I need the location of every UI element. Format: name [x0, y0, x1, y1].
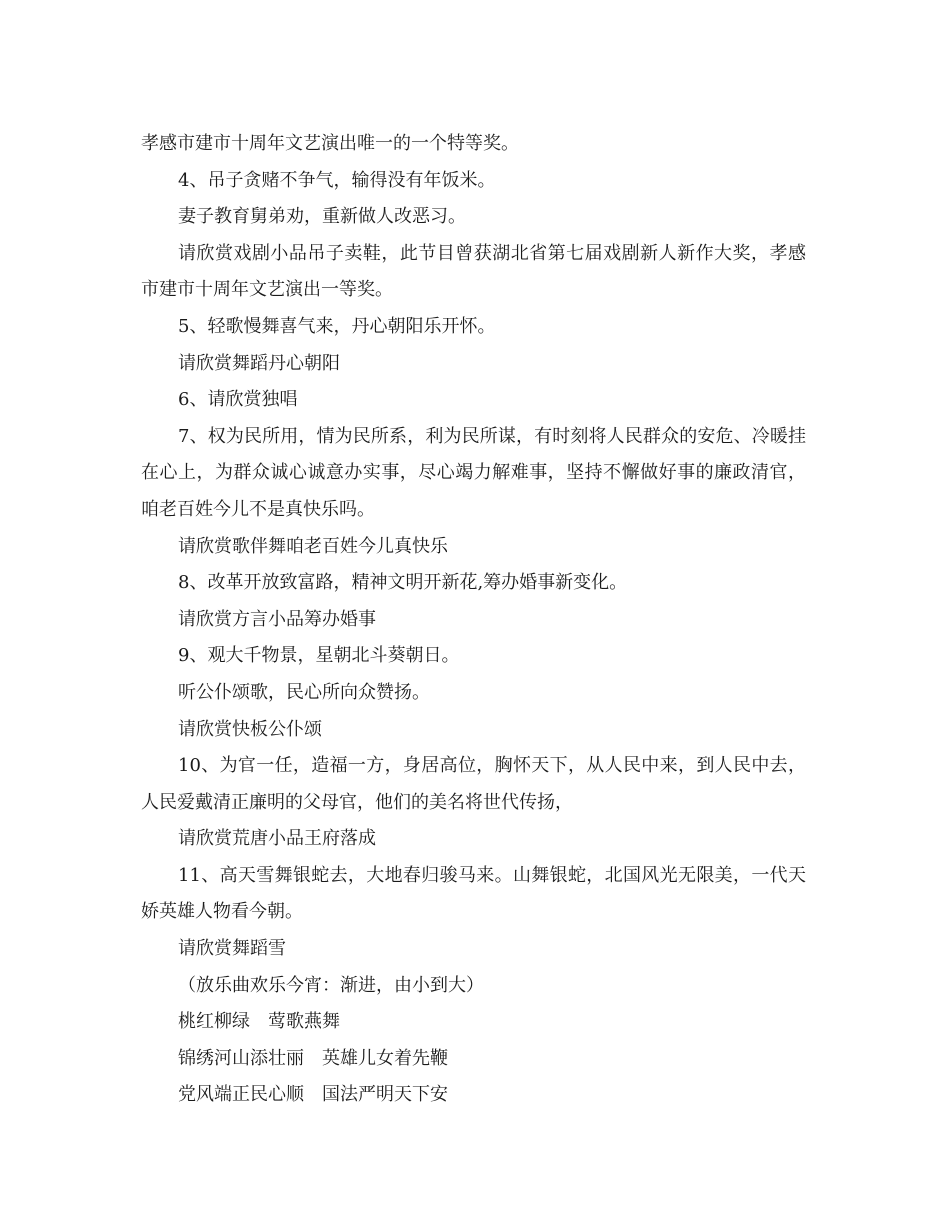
paragraph-item-10: 10、为官一任，造福一方，身居高位，胸怀天下，从人民中来，到人民中去，人民爱戴清正廉明的父母官，他们的美名将世代传扬， [141, 755, 806, 813]
paragraph-program-snow: 请欣赏舞蹈雪 [178, 938, 286, 960]
paragraph-item-4-line2: 妻子教育舅弟劝，重新做人改恶习。 [178, 206, 466, 228]
paragraph-program-kuaiban: 请欣赏快板公仆颂 [178, 718, 322, 740]
paragraph-couplet-3: 党风端正民心顺 国法严明天下安 [178, 1084, 448, 1106]
paragraph-item-4: 4、吊子贪赌不争气，输得没有年饭米。 [178, 169, 496, 191]
paragraph-program-dialect: 请欣赏方言小品筹办婚事 [178, 608, 376, 630]
paragraph-item-6: 6、请欣赏独唱 [178, 389, 298, 411]
paragraph-item-7: 7、权为民所用，情为民所系，利为民所谋，有时刻将人民群众的安危、冷暖挂在心上，为群众诚心诚意办实事，尽心竭力解难事，坚持不懈做好事的廉政清官，咱老百姓今儿不是真快乐吗。 [141, 425, 806, 520]
paragraph-program-song-dance: 请欣赏歌伴舞咱老百姓今儿真快乐 [178, 535, 448, 557]
paragraph-couplet-2: 锦绣河山添壮丽 英雄儿女着先鞭 [178, 1047, 448, 1069]
paragraph-program-absurd: 请欣赏荒唐小品王府落成 [178, 828, 376, 850]
paragraph-continuation: 孝感市建市十周年文艺演出唯一的一个特等奖。 [141, 133, 519, 154]
paragraph-program-dance: 请欣赏舞蹈丹心朝阳 [178, 352, 340, 374]
paragraph-item-5: 5、轻歌慢舞喜气来，丹心朝阳乐开怀。 [178, 315, 496, 337]
paragraph-program-diaozi: 请欣赏戏剧小品吊子卖鞋，此节目曾获湖北省第七届戏剧新人新作大奖，孝感市建市十周年文艺演出一等奖。 [141, 242, 806, 301]
paragraph-couplet-1: 桃红柳绿 莺歌燕舞 [178, 1011, 340, 1033]
document-body [141, 126, 806, 1114]
paragraph-music-note: （放乐曲欢乐今宵：渐进，由小到大） [178, 974, 484, 996]
paragraph-item-8: 8、改革开放致富路，精神文明开新花,筹办婚事新变化。 [178, 572, 628, 594]
paragraph-item-11: 11、高天雪舞银蛇去，大地春归骏马来。山舞银蛇，北国风光无限美，一代天娇英雄人物看今朝。 [141, 864, 806, 923]
paragraph-item-9: 9、观大千物景，星朝北斗葵朝日。 [178, 645, 460, 667]
paragraph-item-9-line2: 听公仆颂歌，民心所向众赞扬。 [178, 681, 430, 703]
